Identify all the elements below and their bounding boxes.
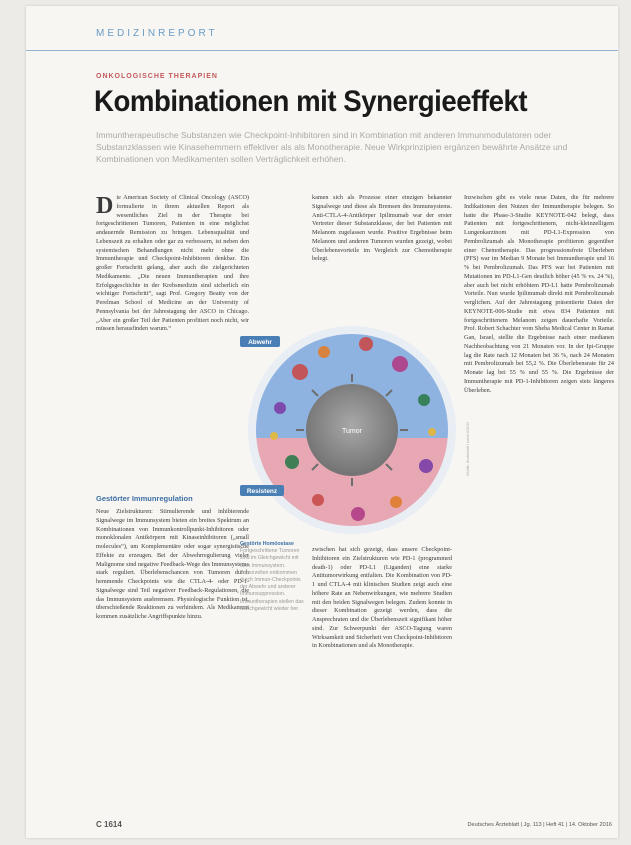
tumor-label: Tumor <box>342 428 362 435</box>
defense-label: Abwehr <box>248 339 272 346</box>
journal-citation: Deutsches Ärzteblatt | Jg. 113 | Heft 41 | 14. Oktober 2016 <box>467 822 612 828</box>
body-column-2-lower <box>312 546 452 814</box>
body-text: ie American Society of Clinical Oncology (ASCO) formulierte in ihrem aktuellen Report als wesentliches Ziel in der Therapie bei fortgeschrittenen Tumoren, Patienten in eine möglichst andauernde Remission zu bringen. Lebensqualität und Lebenszeit zu erhalten oder gar zu verbessern, ist neben den systemischen Behandlungen nicht mehr ohne die Immuntherapie und Checkpoint-Inhibitoren denkbar. Ein großer Fortschritt gelang, aber auch die zielgerichteten Medikamente. „Die neuen Immuntherapien und ihre Erfolgsgeschichte in der Krebsmedizin sind sicherlich ein wichtiger Fortschritt“, sagt Prof. Gregory Beatty von der Perelman School of Medicine an der University of Pennsylvania bei der Jahrestagung der ASCO in Chicago. „Aber ein großer Teil der Patienten profitiert noch nicht, wir müssen herausfinden warum.“ <box>96 194 249 333</box>
article-kicker: ONKOLOGISCHE THERAPIEN <box>96 73 218 80</box>
body-column-3 <box>464 194 614 814</box>
article-headline: Kombinationen mit Synergieeffekt <box>94 85 528 118</box>
caption-text: Fortgeschrittene Tumoren sind im Gleichgewicht mit dem Immunsystem. Tumorzellen entkommen durch Immun-Checkpoints der Abwehr und anderer Immunsuppression. Immuntherapien stellen das Gleichgewicht wieder her. <box>240 548 304 612</box>
resistance-label: Resistenz <box>246 488 278 495</box>
body-column-1-lower <box>96 494 249 814</box>
body-column-2 <box>312 194 452 304</box>
body-column-1 <box>96 194 249 494</box>
magazine-page <box>26 6 618 838</box>
article-subhead: Gestörter Immunregulation <box>96 494 193 503</box>
figure-credit: Grafik: Ärzteblatt / nach ASCO <box>465 421 470 476</box>
body-text: Inzwischen gibt es viele neue Daten, die für mehrere Indikationen den Nutzen der Immuntherapie belegen. So hatte die Phase-3-Studie KEYNOTE-042 belegt, dass Patienten mit fortgeschrittenem, nicht-kleinzelligem Lungenkarzinom mit PD-L1-Expression von Pembrolizumab als Monotherapie profitieren gegenüber einer Chemotherapie. Das progressionsfreie Überleben (PFS) war im Median 9 Monate bei Immuntherapie und 16 % bei Pembrolizumab. Das PFS war bei Patienten mit Mutationen im PD-L1-Gen deutlich höher (45 % vs. 24 %), aber auch bei nicht erhöhtem PD-L1 hatte Pembrolizumab Vorteile. Nun wurde Ipilimumab direkt mit Pembrolizumab verglichen. Auf der Jahrestagung präsentierte Daten der KEYNOTE-006-Studie mit etwa 834 Patienten mit fortgeschrittenem Melanom zeigen dauerhafte Vorteile. Prof. Robert Schachter vom Sheba Medical Center in Ramat Gan, Israel, stellte die Ergebnisse nach einer medianen Nachbeobachtung von 21 Monaten vor. In der Ipi-Gruppe lag die Rate nach 12 Monaten bei 36 %, nach 24 Monaten mit Pembrolizumab bei 55,2 %. Die Überlebensrate für 24 Monate lag bei 55 % und 55 %. Die Ergebnisse der Immuntherapie mit PD-1-Inhibitoren zeigen stets längeres Überleben. <box>464 194 614 394</box>
article-lead: Immuntherapeutische Substanzen wie Checkpoint-Inhibitoren sind in Kombination mit anderen Immunmodulatoren oder Substanzklassen wie Kinasehemmern effektiver als als Monotherapie. Neue Wirkprinzipien ergänzen bewährte Ansätze und Kombinationen von Medikamenten sollen Verträglichkeit erhöhen. <box>96 130 568 164</box>
caption-title: Gestörte Homöostase <box>240 541 294 547</box>
section-label: MEDIZINREPORT <box>96 28 218 39</box>
body-text: kamen sich als Prozesse einer einzigen bekannter Signalwege und diese als Bremsen des Immunsystems. Anti-CTLA-4-Antikörper Ipilimumab war der erster Vertreter dieser Substanzklasse, der bei Patienten mit Melanom zugelassen wurde. Positive Ergebnisse beim Melanom und anderen Tumoren wurden gezeigt, wobei Überlebensvorteile im Vergleich zur Chemotherapie belegt. <box>312 194 452 263</box>
body-text: Neue Zielstrukturen: Stimulierende und inhibierende Signalwege im Immunsystem bieten ein breites Spektrum an Kombinationen von Immunkontrollpunkt-Inhibitoren oder monoklonalen Antikörpern mit Kinaseinhibitoren („small molecules“), um Komplementäre oder sogar synergistische Effekte zu erzeugen. Bei der Abwehrregulierung vieler Malignome sind negative Feedback-Wege des Immunsystems stark reguliert. Überlebenschancen von Tumoren durch hemmende Checkpoints wie die CTLA-4- oder PD-1-Signalwege sind Teil negativer Feedback-Regulationen, die das Immunsystem ausbremsen. Physiologische Funktion ist, überschießende Reaktionen zu verhindern. Als Medikament kommen zusätzliche Angriffspunkte hinzu. <box>96 508 249 620</box>
tumor-immune-figure <box>240 312 462 536</box>
figure-caption <box>240 541 306 701</box>
page-number: C 1614 <box>96 820 122 829</box>
drop-cap: D <box>96 194 114 219</box>
section-header-bar <box>26 16 618 51</box>
body-text: zwischen hat sich gezeigt, dass unsere Checkpoint-Inhibitoren ein Zielstrukturen wie PD-1 (programmed death-1) oder PD-L1 (Liganden) eine starke Antitumorwirkung entfalten. Die Kombination von PD-1 und CTLA-4 mit klinischen Studien zeigt auch eine höhere Rate an Nebenwirkungen, wie mehrere Studien mit den beiden Signalwegen belegen. Zudem konnte in dieser Kombination gezeigt werden, dass die Ansprechraten und die Überlebenszeit signifikant höher sind. Zur Schwerpunkt der ASCO-Tagung waren Wirksamkeit und Sicherheit von Checkpoint-Inhibitoren in Kombinationen und als Monotherapie. <box>312 546 452 650</box>
